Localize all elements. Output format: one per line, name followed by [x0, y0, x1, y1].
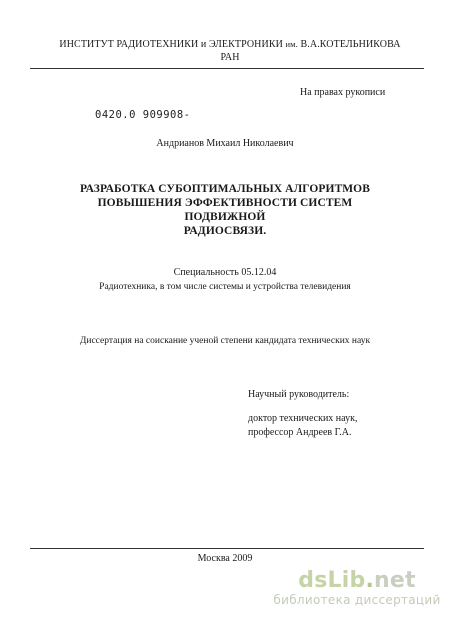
- supervisor-name: профессор Андреев Г.А.: [248, 427, 352, 438]
- header-divider: [30, 68, 424, 69]
- footer-divider: [30, 548, 424, 549]
- supervisor-block: [248, 388, 357, 440]
- title-line-3: РАДИОСВЯЗИ.: [183, 225, 267, 237]
- supervisor-spacer: [248, 402, 357, 412]
- specialty-block: [0, 265, 450, 295]
- institute-main: ИНСТИТУТ РАДИОТЕХНИКИ и ЭЛЕКТРОНИКИ: [59, 39, 283, 50]
- watermark-subtitle: библиотека диссертаций: [273, 593, 441, 607]
- supervisor-label: Научный руководитель:: [248, 389, 350, 400]
- title-line-2: ПОВЫШЕНИЯ ЭФФЕКТИВНОСТИ СИСТЕМ ПОДВИЖНОЙ: [97, 197, 353, 223]
- degree-statement: Диссертация на соискание ученой степени кандидата технических наук: [79, 336, 371, 346]
- rights-note: На правах рукописи: [300, 87, 386, 98]
- dissertation-title: [70, 182, 380, 238]
- dslib-watermark: [268, 569, 446, 607]
- institute-line-2: РАН: [220, 52, 240, 63]
- watermark-logo: [268, 569, 446, 593]
- institute-name: В.А.КОТЕЛЬНИКОВА: [300, 39, 401, 50]
- institute-header: [30, 38, 430, 64]
- watermark-logo-dot: .: [365, 568, 374, 593]
- watermark-logo-part-1: dsLib: [298, 568, 366, 593]
- author-name: Андрианов Михаил Николаевич: [156, 138, 294, 149]
- city-year: Москва 2009: [197, 553, 253, 564]
- watermark-logo-part-2: net: [374, 568, 416, 593]
- institute-line-1: [30, 38, 430, 51]
- specialty-name: Радиотехника, в том числе системы и устройства телевидения: [99, 282, 351, 292]
- institute-abbrev: им.: [285, 39, 298, 49]
- supervisor-degree: доктор технических наук,: [248, 413, 358, 424]
- title-line-1: РАЗРАБОТКА СУБОПТИМАЛЬНЫХ АЛГОРИТМОВ: [80, 183, 370, 195]
- specialty-code: Специальность 05.12.04: [173, 267, 277, 278]
- registration-stamp: 0420.0 909908-: [95, 109, 191, 121]
